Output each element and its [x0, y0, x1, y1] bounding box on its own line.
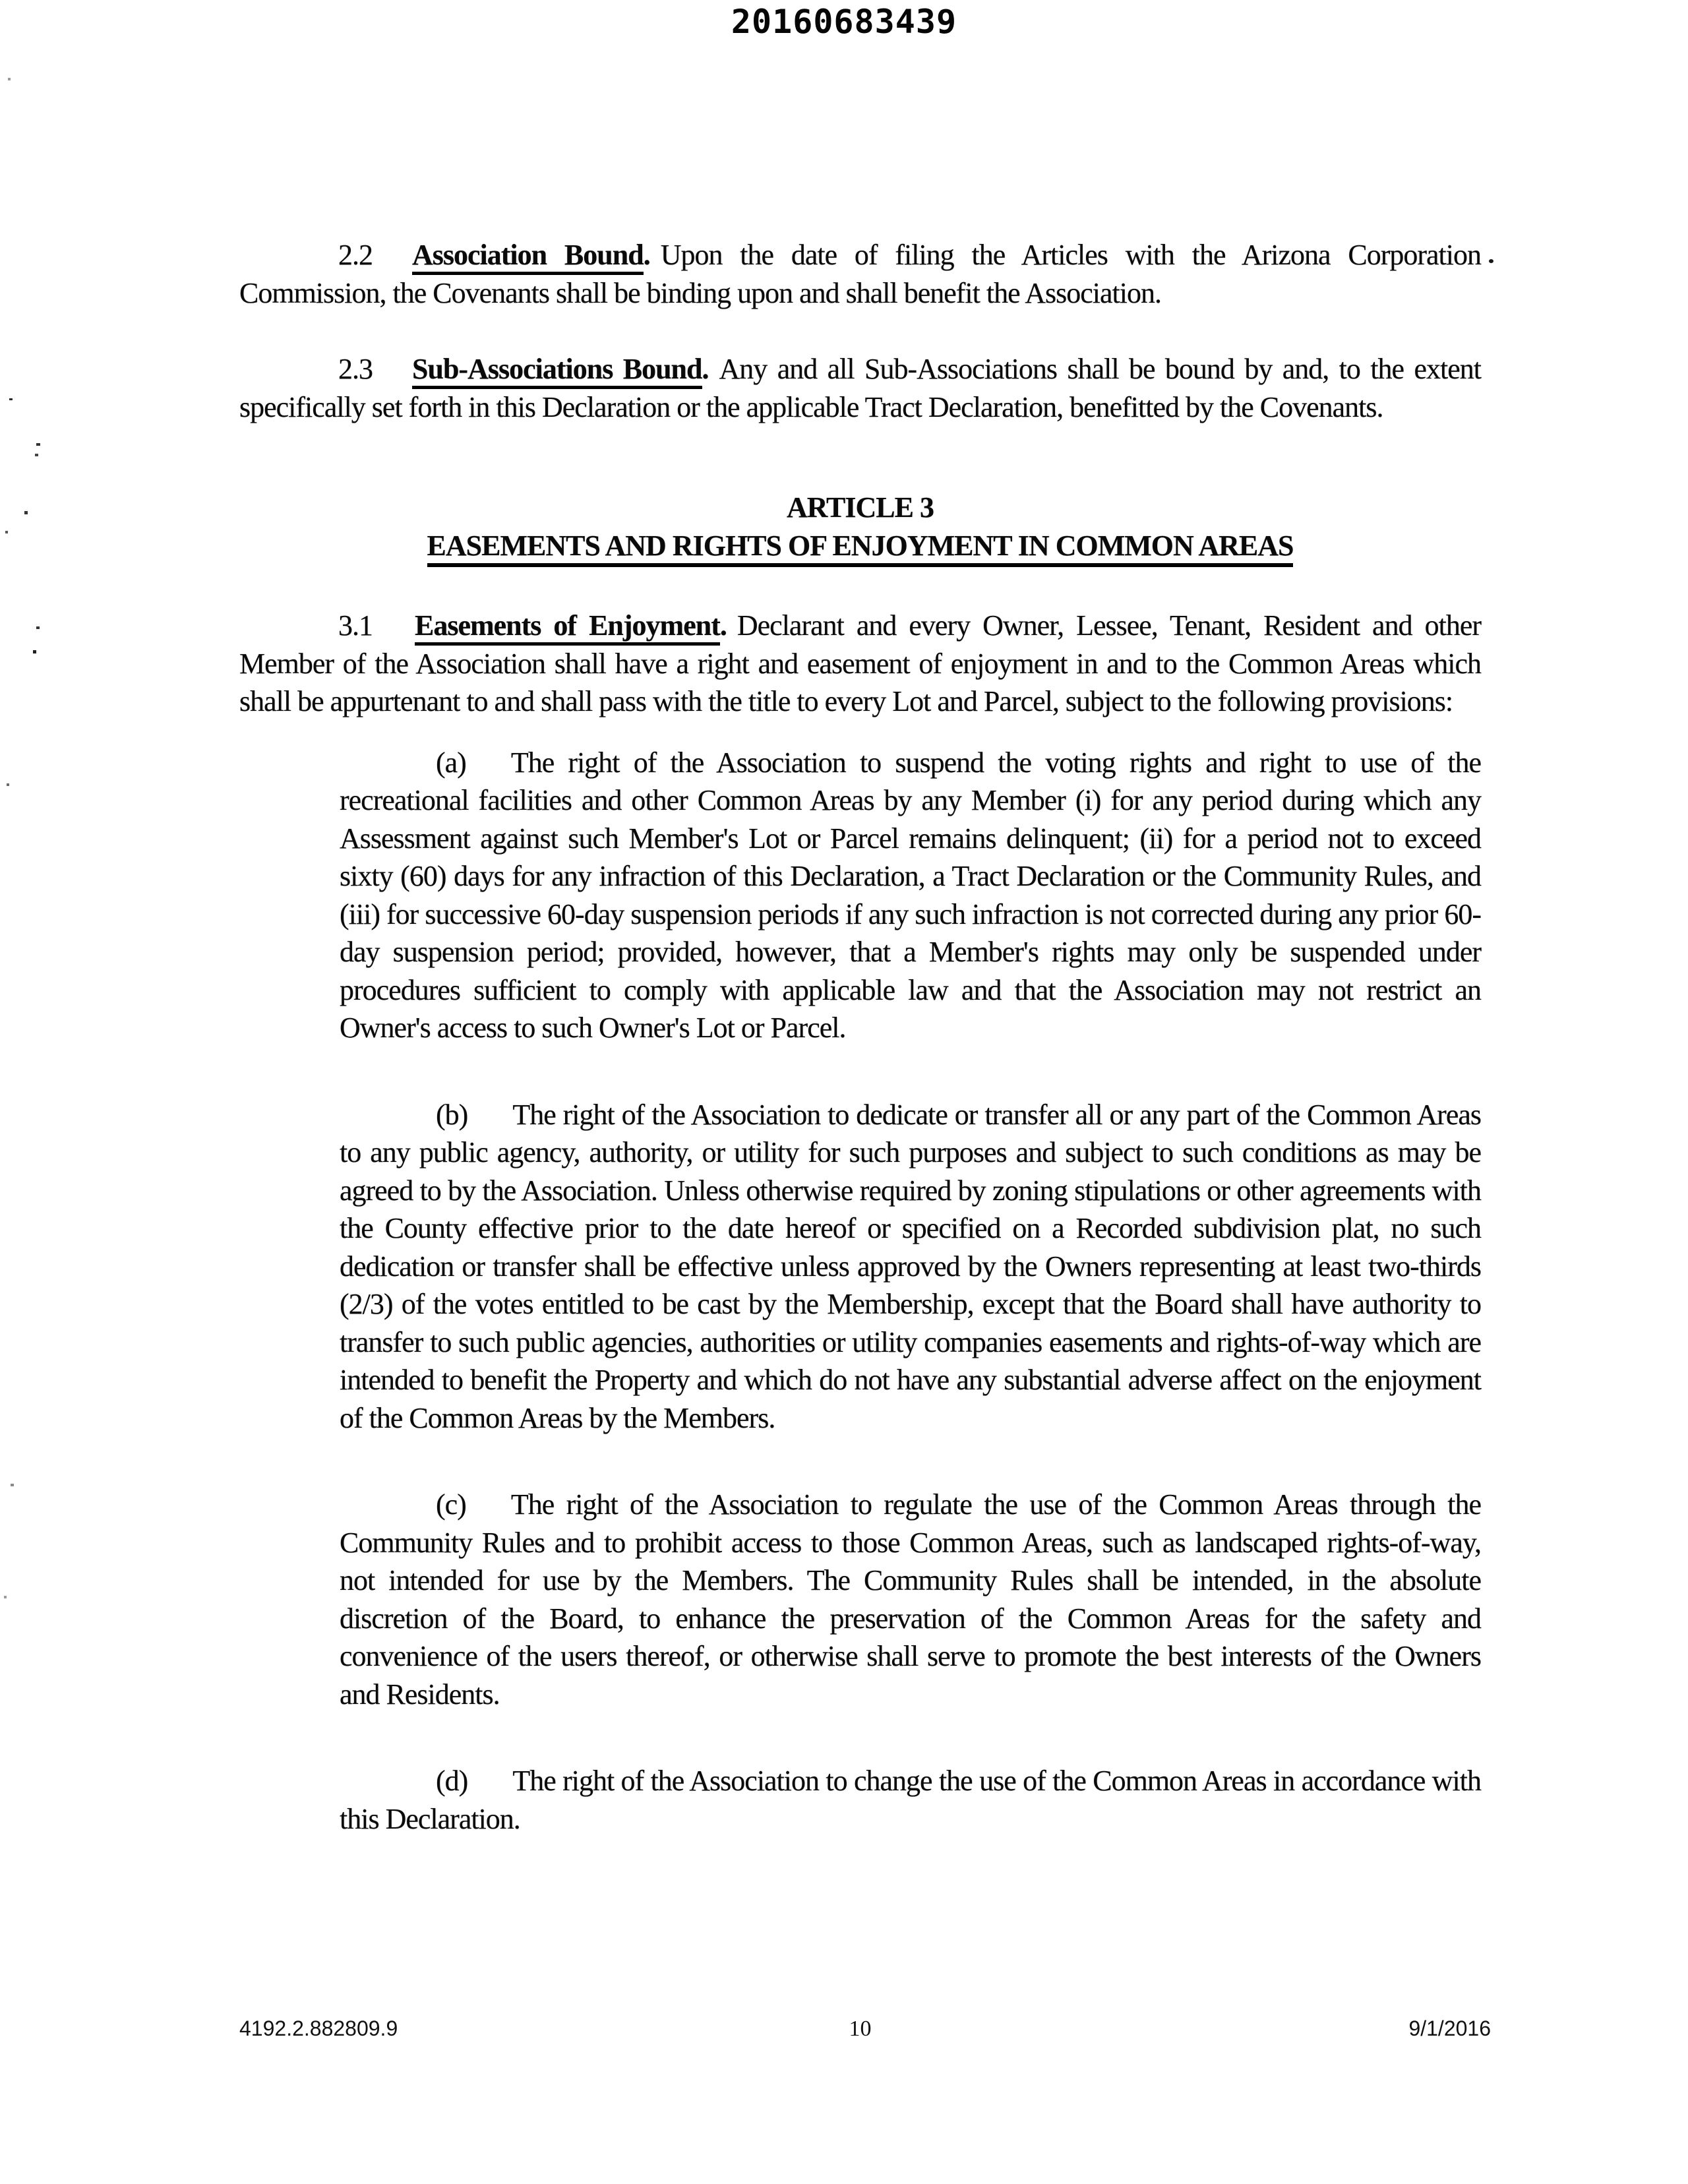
section-title-period: . — [702, 353, 709, 385]
subsection-text: The right of the Association to suspend the voting rights and right to use of the recreational facilities and other Common Areas by any Member (i) for any period during which any Assessment against such Member's Lot or Parcel remains delinquent; (ii) for a period not to exceed sixty (60) days for any infraction of this Declaration, a Tract Declaration or the Community Rules, and (iii) for successive 60-day suspension periods if any such infraction is not corrected during any prior 60-day suspension period; provided, however, that a Member's rights may only be suspended under procedures sufficient to comply with applicable law and that the Association may not restrict an Owner's access to such Owner's Lot or Parcel. — [340, 746, 1481, 1044]
scan-artifact — [11, 1484, 14, 1486]
article-subheading-line — [239, 527, 1481, 565]
scan-artifact — [1489, 259, 1493, 263]
section-2-3-paragraph — [239, 350, 1481, 426]
subsection-c-paragraph — [340, 1486, 1481, 1713]
section-body-text: Upon the date of filing the Articles with the Arizona Corporation Commission, the Covenants shall be binding upon and shall benefit the Association. — [239, 239, 1481, 309]
scan-artifact — [36, 626, 40, 629]
footer-date: 9/1/2016 — [1408, 2017, 1491, 2040]
subsection-label: (a) — [436, 746, 466, 779]
section-number: 2.3 — [338, 353, 373, 385]
subsection-label: (b) — [436, 1098, 468, 1131]
article-subtitle: EASEMENTS AND RIGHTS OF ENJOYMENT IN COMMON AREAS — [427, 530, 1294, 567]
section-title: Easements of Enjoyment — [415, 609, 720, 646]
section-title: Sub-Associations Bound — [412, 353, 702, 389]
footer-document-code: 4192.2.882809.9 — [239, 2017, 398, 2040]
subsection-label: (d) — [436, 1765, 468, 1797]
section-title-period: . — [719, 609, 727, 642]
scan-artifact — [8, 78, 11, 80]
scan-artifact — [9, 398, 13, 400]
recording-number-header: 20160683439 — [731, 3, 957, 41]
scan-artifact — [7, 783, 9, 786]
section-number: 2.2 — [338, 239, 373, 271]
subsection-a-paragraph — [340, 744, 1481, 1047]
section-title: Association Bound — [412, 239, 644, 275]
section-title-period: . — [643, 239, 650, 271]
section-body-text: Declarant and every Owner, Lessee, Tenant, Resident and other Member of the Association shall have a right and easement of enjoyment in and to the Common Areas which shall be appurtenant to and shall pass with the title to every Lot and Parcel, subject to the following provisions: — [239, 609, 1481, 717]
subsection-text: The right of the Association to dedicate or transfer all or any part of the Common Areas to any public agency, authority, or utility for such purposes and subject to such conditions as may be agreed to by the Association. Unless otherwise required by zoning stipulations or other agreements with the County effective prior to the date hereof or specified on a Recorded subdivision plat, no such dedication or transfer shall be effective unless approved by the Owners representing at least two-thirds (2/3) of the votes entitled to be cast by the Membership, except that the Board shall have authority to transfer to such public agencies, authorities or utility companies easements and rights-of-way which are intended to benefit the Property and which do not have any substantial adverse affect on the enjoyment of the Common Areas by the Members. — [340, 1098, 1481, 1434]
scan-artifact — [4, 1596, 7, 1598]
scan-artifact — [35, 454, 38, 456]
subsection-text: The right of the Association to regulate the use of the Common Areas through the Community Rules and to prohibit access to those Common Areas, such as landscaped rights-of-way, not intended for use by the Members. The Community Rules shall be intended, in the absolute discretion of the Board, to enhance the preservation of the Common Areas for the safety and convenience of the users thereof, or otherwise shall serve to promote the best interests of the Owners and Residents. — [340, 1488, 1481, 1711]
document-body — [239, 0, 1481, 1838]
article-title: ARTICLE 3 — [787, 491, 934, 524]
scan-artifact — [33, 650, 36, 653]
scan-artifact — [36, 443, 40, 446]
section-3-1-paragraph — [239, 607, 1481, 721]
scan-artifact — [24, 511, 28, 514]
section-2-2-paragraph — [239, 236, 1481, 312]
article-heading — [239, 489, 1481, 527]
subsection-text: The right of the Association to change the use of the Common Areas in accordance with this Declaration. — [340, 1765, 1481, 1835]
footer-page-number: 10 — [849, 2017, 872, 2041]
section-body-text: Any and all Sub-Associations shall be bound by and, to the extent specifically set forth in this Declaration or the applicable Tract Declaration, benefitted by the Covenants. — [239, 353, 1481, 423]
subsection-label: (c) — [436, 1488, 466, 1521]
scan-artifact — [5, 531, 8, 533]
subsection-d-paragraph — [340, 1762, 1481, 1838]
section-number: 3.1 — [338, 609, 373, 642]
subsection-b-paragraph — [340, 1096, 1481, 1438]
